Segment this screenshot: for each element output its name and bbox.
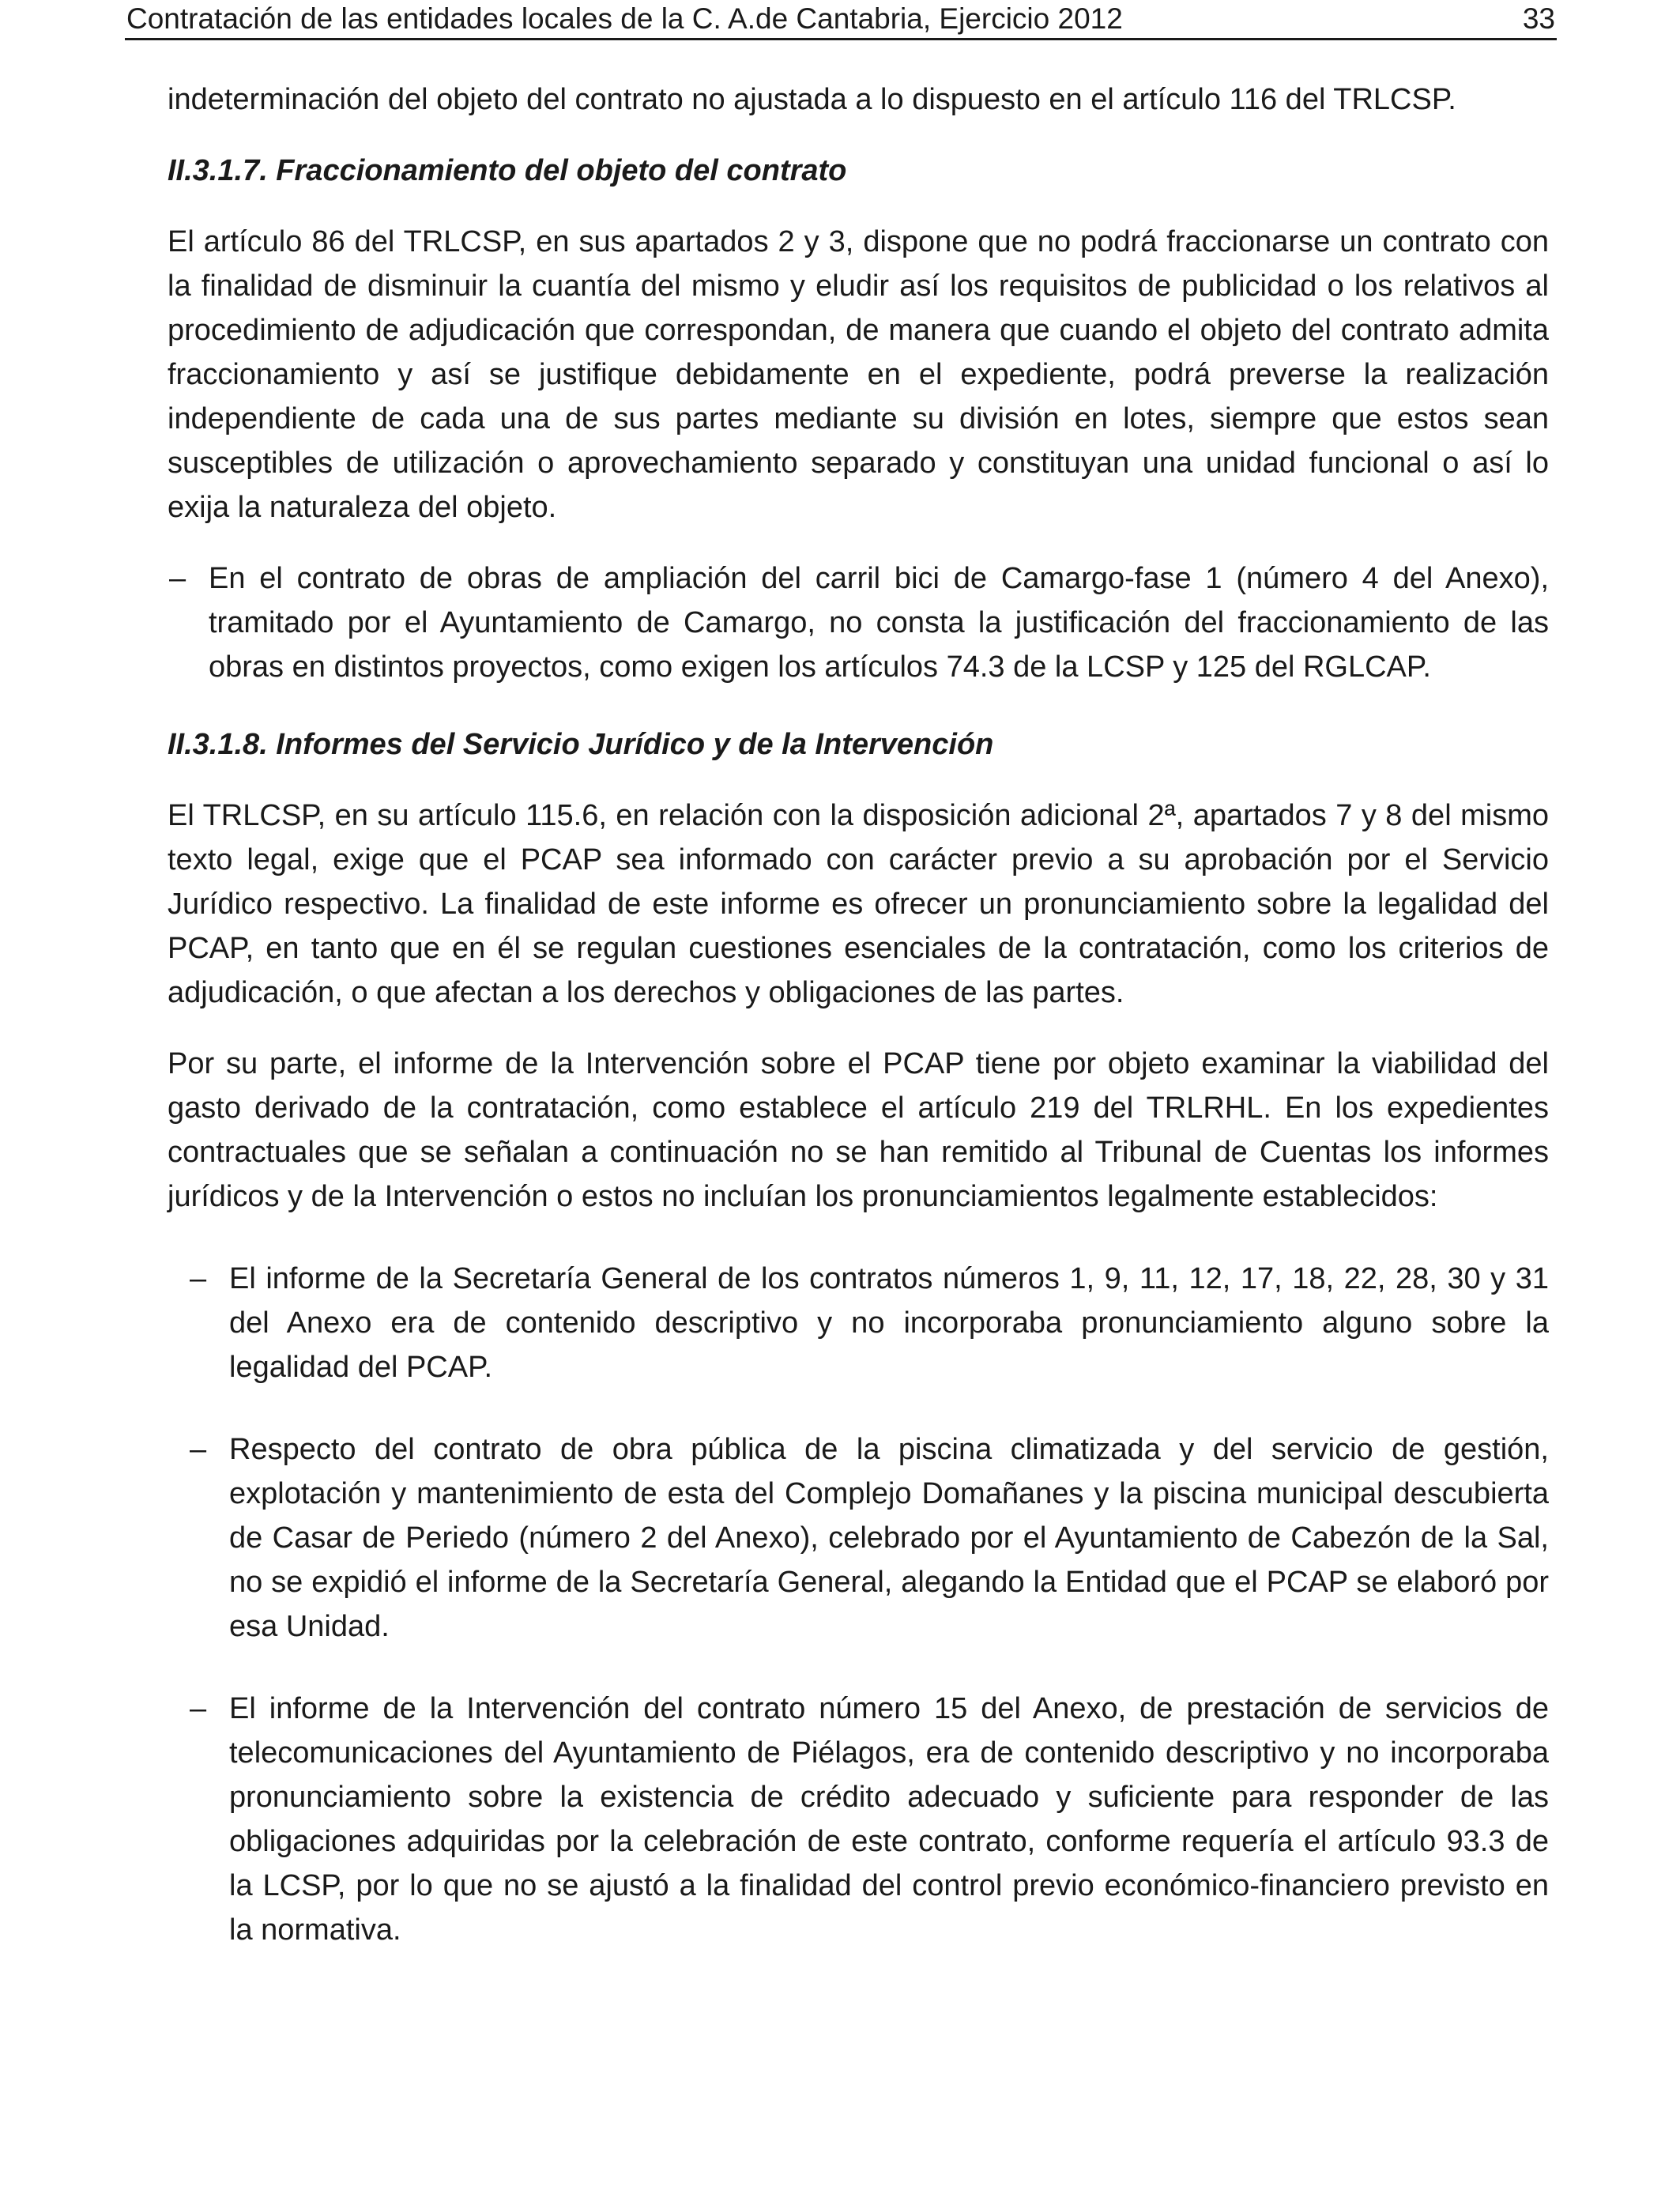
dash-bullet-icon: –: [169, 562, 186, 595]
paragraph-trlcsp-115: El TRLCSP, en su artículo 115.6, en relación con la disposición adicional 2ª, apartados 7 y 8 del mismo texto legal, exige que el PCAP sea informado con carácter previo a su aprobación por el Servicio Jurídico respectivo. La finalidad de este informe es ofrecer un pronunciamiento sobre la legalidad del PCAP, en tanto que en él se regulan cuestiones esenciales de la contratación, como los criterios de adjudicación, o que afectan a los derechos y obligaciones de las partes.: [168, 799, 1549, 1009]
list-item: [190, 1427, 1549, 1649]
paragraph-intervencion: Por su parte, el informe de la Intervención sobre el PCAP tiene por objeto examinar la viabilidad del gasto derivado de la contratación, como establece el artículo 219 del TRLRHL. En los expedientes contractuales que se señalan a continuación no se han remitido al Tribunal de Cuentas los informes jurídicos y de la Intervención o estos no incluían los pronunciamientos legalmente establecidos:: [168, 1047, 1549, 1213]
list-item-text: Respecto del contrato de obra pública de la piscina climatizada y del servicio de gestión, explotación y mantenimiento de esta del Complejo Domañanes y la piscina municipal descubierta de Casar de Periedo (número 2 del Anexo), celebrado por el Ayuntamiento de Cabezón de la Sal, no se expidió el informe de la Secretaría General, alegando la Entidad que el PCAP se elaboró por esa Unidad.: [229, 1433, 1549, 1643]
list-item: [190, 1257, 1549, 1389]
list-item-text: El informe de la Intervención del contrato número 15 del Anexo, de prestación de servicios de telecomunicaciones del Ayuntamiento de Piélagos, era de contenido descriptivo y no incorporaba pronunciamiento sobre la existencia de crédito adecuado y suficiente para responder de las obligaciones adquiridas por la celebración de este contrato, conforme requería el artículo 93.3 de la LCSP, por lo que no se ajustó a la finalidad del control previo económico-financiero previsto en la normativa.: [229, 1692, 1549, 1947]
document-body: [168, 77, 1549, 1952]
page-number: 33: [1522, 2, 1555, 35]
section-heading-fraccionamiento: II.3.1.7. Fraccionamiento del objeto del contrato: [168, 154, 847, 187]
paragraph-articulo-86: El artículo 86 del TRLCSP, en sus apartados 2 y 3, dispone que no podrá fraccionarse un contrato con la finalidad de disminuir la cuantía del mismo y eludir así los requisitos de publicidad o los relativos al procedimiento de adjudicación que correspondan, de manera que cuando el objeto del contrato admita fraccionamiento y así se justifique debidamente en el expediente, podrá preverse la realización independiente de cada una de sus partes mediante su división en lotes, siempre que estos sean susceptibles de utilización o aprovechamiento separado y constituyan una unidad funcional o así lo exija la naturaleza del objeto.: [168, 225, 1549, 524]
list-item: [169, 556, 1549, 689]
running-header: [125, 0, 1557, 40]
list-item-text: En el contrato de obras de ampliación del carril bici de Camargo-fase 1 (número 4 del Anexo), tramitado por el Ayuntamiento de Camargo, no consta la justificación del fraccionamiento de las obras en distintos proyectos, como exigen los artículos 74.3 de la LCSP y 125 del RGLCAP.: [209, 562, 1549, 684]
section-heading-informes: II.3.1.8. Informes del Servicio Jurídico y de la Intervención: [168, 728, 994, 761]
document-title: Contratación de las entidades locales de la C. A.de Cantabria, Ejercicio 2012: [126, 2, 1123, 35]
list-item-text: El informe de la Secretaría General de los contratos números 1, 9, 11, 12, 17, 18, 22, 28, 30 y 31 del Anexo era de contenido descriptivo y no incorporaba pronunciamiento alguno sobre la legalidad del PCAP.: [229, 1262, 1549, 1384]
list-item: [190, 1687, 1549, 1952]
dash-bullet-icon: –: [190, 1692, 207, 1725]
paragraph-continuation: indeterminación del objeto del contrato no ajustada a lo dispuesto en el artículo 116 del TRLCSP.: [168, 83, 1456, 116]
dash-bullet-icon: –: [190, 1433, 207, 1466]
dash-bullet-icon: –: [190, 1262, 207, 1295]
